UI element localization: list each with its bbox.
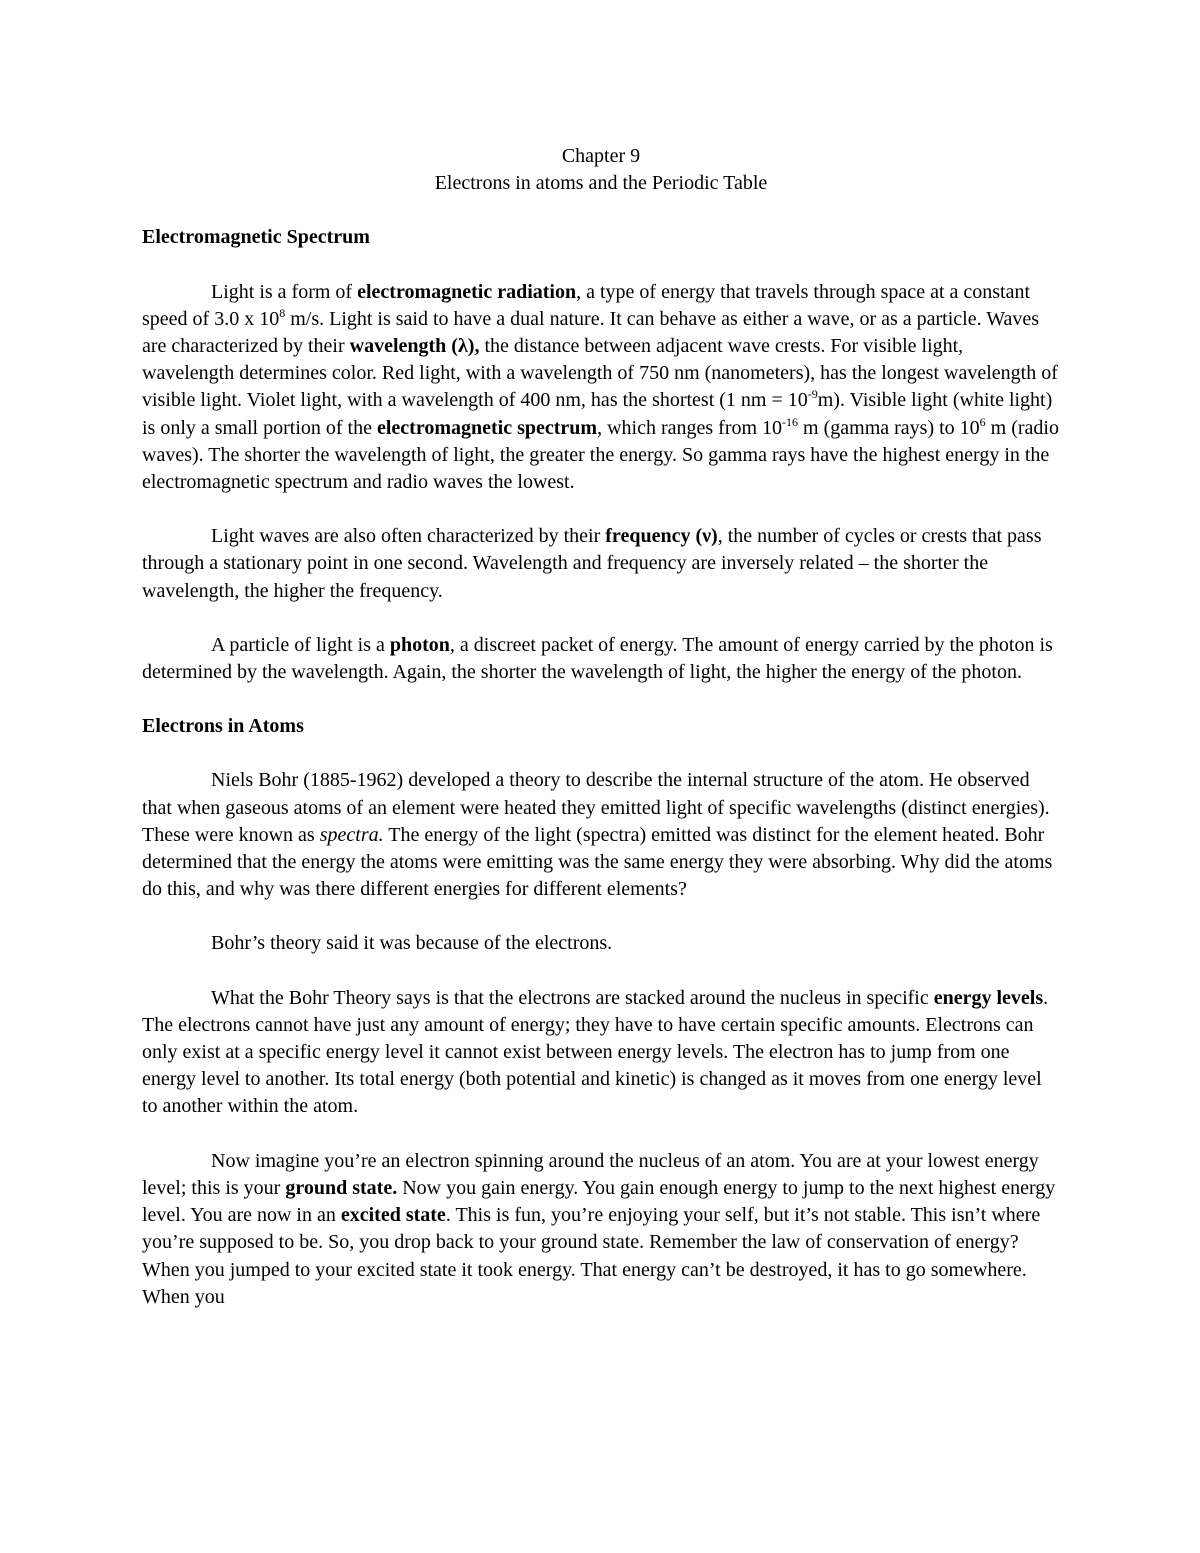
text-run: Niels Bohr (1885-1962) developed a theory to describe the internal structure of the atom. He observed that when gaseous atoms of an element were heated they emitted light of specific wavelengths (distinct energies). These were known as (142, 769, 1050, 846)
term-frequency: frequency (ν) (605, 525, 718, 548)
text-run: What the Bohr Theory says is that the electrons are stacked around the nucleus in specific (211, 986, 934, 1009)
text-run: . This is fun, you’re enjoying your self, but it’s not stable. This isn’t where you’re supposed to be. So, you drop back to your ground state. Remember the law of conservation of energy? When you jumped to your excited state it took energy. That energy can’t be destroyed, it has to go somewhere. When you (142, 1204, 1041, 1308)
text-run: , a discreet packet of energy. The amount of energy carried by the photon is determined by the wavelength. Again, the shorter the wavelength of light, the higher the energy of the photon. (142, 633, 1053, 684)
text-run: , a type of energy that travels through space at a constant speed of 3.0 x 10 (142, 280, 1031, 330)
term-electromagnetic-radiation: electromagnetic radiation (357, 280, 577, 303)
text-run: m/s. Light is said to have a dual nature. It can behave as either a wave, or as a particle. Waves are characterized by their (142, 307, 1040, 358)
text-run: Now imagine you’re an electron spinning around the nucleus of an atom. You are at your lowest energy level; this is your (142, 1149, 1039, 1199)
paragraph-light-intro (142, 279, 1060, 497)
term-excited-state: excited state (340, 1204, 446, 1227)
text-run: m). Visible light (white light) is only a small portion of the (142, 389, 1053, 439)
term-spectra: spectra. (319, 823, 384, 846)
section-heading-electromagnetic-spectrum: Electromagnetic Spectrum (142, 226, 370, 249)
term-ground-state: ground state. (285, 1176, 398, 1199)
paragraph-frequency (142, 523, 1060, 605)
paragraph-photon (142, 632, 1060, 686)
paragraph-ground-excited-state (142, 1148, 1060, 1311)
text-run: Light is a form of (211, 280, 358, 303)
term-wavelength: wavelength (λ), (349, 335, 480, 358)
term-electromagnetic-spectrum: electromagnetic spectrum (376, 416, 598, 439)
text-run: Now you gain energy. You gain enough energy to jump to the next highest energy level. You are now in an (142, 1176, 1056, 1227)
text-run: Light waves are also often characterized by their (211, 525, 606, 548)
text-run: . The electrons cannot have just any amount of energy; they have to have certain specific amounts. Electrons can only exist at a specific energy level it cannot exist between energy levels. The electron has to jump from one energy level to another. Its total energy (both potential and kinetic) is changed as it moves from one energy level to another within the atom. (142, 986, 1049, 1118)
text-run: , which ranges from 10 (597, 416, 783, 439)
text-run: A particle of light is a (211, 633, 390, 656)
exponent: 6 (979, 414, 986, 429)
term-energy-levels: energy levels (933, 986, 1044, 1009)
text-run: The energy of the light (spectra) emitted was distinct for the element heated. Bohr determined that the energy the atoms were emitting was the same energy they were absorbing. Why did the atoms do this, and why was there different energies for different elements? (142, 823, 1053, 901)
text-run: m (gamma rays) to 10 (798, 416, 980, 439)
document-body (142, 143, 1060, 1311)
text-run: m (radio waves). The shorter the wavelength of light, the greater the energy. So gamma rays have the highest energy in the electromagnetic spectrum and radio waves the lowest. (142, 416, 1059, 494)
text-run: , the number of cycles or crests that pass through a stationary point in one second. Wavelength and frequency are inversely related – the shorter the wavelength, the higher the frequency. (142, 525, 1042, 602)
chapter-label: Chapter 9 (561, 145, 641, 167)
paragraph-bohr-theory (142, 767, 1060, 903)
text-run: the distance between adjacent wave crests. For visible light, wavelength determines color. Red light, with a wavelength of 750 nm (nanometers), has the longest wavelength of visible light. Violet light, with a wavelength of 400 nm, has the shortest (1 nm = 10 (142, 335, 1058, 412)
paragraph-energy-levels (142, 985, 1060, 1121)
paragraph-bohr-electrons: Bohr’s theory said it was because of the electrons. (211, 932, 613, 955)
exponent: -16 (782, 414, 799, 429)
section-heading-electrons-in-atoms: Electrons in Atoms (142, 715, 304, 738)
document-title: Electrons in atoms and the Periodic Table (434, 172, 768, 195)
exponent: 8 (279, 305, 286, 320)
term-photon: photon (389, 633, 450, 656)
exponent: -9 (807, 387, 818, 402)
